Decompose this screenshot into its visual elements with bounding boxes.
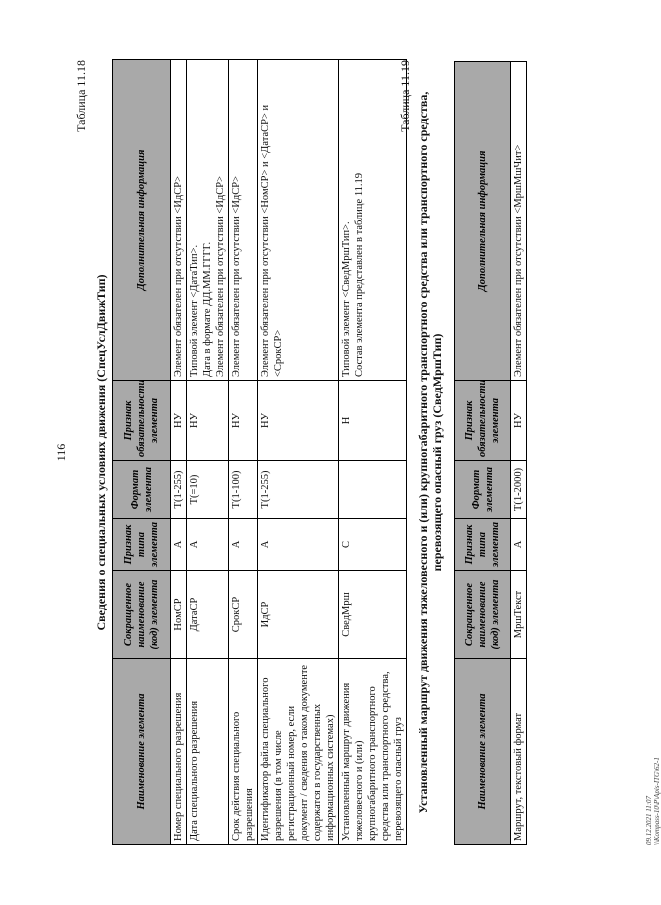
table1-cell: Элемент обязателен при отсутствии <ИдСР> [171,60,187,381]
table2-cell: T(1-2000) [511,461,527,519]
table1-cell: НУ [229,381,258,461]
table2-header-row [455,62,511,845]
footer-date: 09.12.2021 11:07 [645,795,653,845]
table1-cell: Дата специального разрешения [187,659,229,845]
table1-cell: А [187,519,229,571]
table1-row [258,60,339,845]
table1-cell: T(1-255) [258,461,339,519]
table1-row [229,60,258,845]
table1-cell: Н [339,381,407,461]
table2-cell: А [511,519,527,571]
table1-cell: НУ [258,381,339,461]
table1-cell: Элемент обязателен при отсутствии <ИдСР> [229,60,258,381]
table1-cell: А [229,519,258,571]
table1-cell: СрокСР [229,571,258,659]
table1-cell: Типовой элемент <СведМршТип>. Состав элемента представлен в таблице 11.19 [339,60,407,381]
table1-row [187,60,229,845]
table2-cell: Маршрут, текстовый формат [511,659,527,845]
table1-cell: Элемент обязателен при отсутствии <НомСР> и <ДатаСР> и <СрокСР> [258,60,339,381]
table1-cell: НУ [187,381,229,461]
table1-header-cell: Наименование элемента [113,659,171,845]
table2-header-cell: Признак типа элемента [455,519,511,571]
table1-cell: Срок действия специального разрешения [229,659,258,845]
table1-cell: ДатаСР [187,571,229,659]
table2 [454,61,527,845]
table1-cell: T(1-100) [229,461,258,519]
table2-cell: НУ [511,381,527,461]
table1-cell: T(1-255) [171,461,187,519]
table1-cell: ИдСР [258,571,339,659]
table2-label: Таблица 11.19 [398,60,412,132]
table1-header-cell: Признак обязательности элемента [113,381,171,461]
table1-header-cell: Сокращенное наименование (код) элемента [113,571,171,659]
footer-stamp [645,757,661,845]
table2-row [511,62,527,845]
table2-title: Установленный маршрут движения тяжеловесного и (или) крупногабаритного транспортного средства или транспортного средства, перевозящего опасный груз (СведМршТип) [416,91,444,814]
table1-cell: НомСР [171,571,187,659]
table1-cell: Номер специального разрешения [171,659,187,845]
table2-cell: МршТекст [511,571,527,659]
table1-cell: СведМрш [339,571,407,659]
table1-cell: Установленный маршрут движения тяжеловесного и (или) крупногабаритного транспортного средства или транспортного средства, перевозящего опасный груз [339,659,407,845]
table2-cell: Элемент обязателен при отсутствии <МршМшЧит> [511,62,527,381]
table1-cell: С [339,519,407,571]
table1-cell: Идентификатор файла специального разрешения (в том числе регистрационный номер, если документ / сведения о таком документе содержатся в государственных информационных системах) [258,659,339,845]
table1-header-cell: Формат элемента [113,461,171,519]
table1 [112,59,407,845]
table1-row [171,60,187,845]
table1-header-row [113,60,171,845]
table2-header-cell: Наименование элемента [455,659,511,845]
table1-cell: НУ [171,381,187,461]
table2-header-cell: Формат элемента [455,461,511,519]
table1-cell: А [258,519,339,571]
table2-header-cell: Признак обязательности элемента [455,381,511,461]
table1-header-cell: Дополнительная информация [113,60,171,381]
table1-cell [339,461,407,519]
table1-cell: Типовой элемент <ДатаТип>. Дата в формате ДД.ММ.ГГГГ. Элемент обязателен при отсутствии <ИдСР> [187,60,229,381]
table1-cell: T(=10) [187,461,229,519]
table2-header-cell: Дополнительная информация [455,62,511,381]
footer-path: \\Kompass-10\P\Apis-ITG\62-1 [653,757,661,845]
table1-label: Таблица 11.18 [74,60,88,132]
table1-row [339,60,407,845]
table1-header-cell: Признак типа элемента [113,519,171,571]
table2-header-cell: Сокращенное наименование (код) элемента [455,571,511,659]
table1-cell: А [171,519,187,571]
table1-title: Сведения о специальных условиях движения (СпецУслДвижТип) [94,274,108,631]
page-number: 116 [54,443,68,462]
rotated-page [54,60,661,845]
